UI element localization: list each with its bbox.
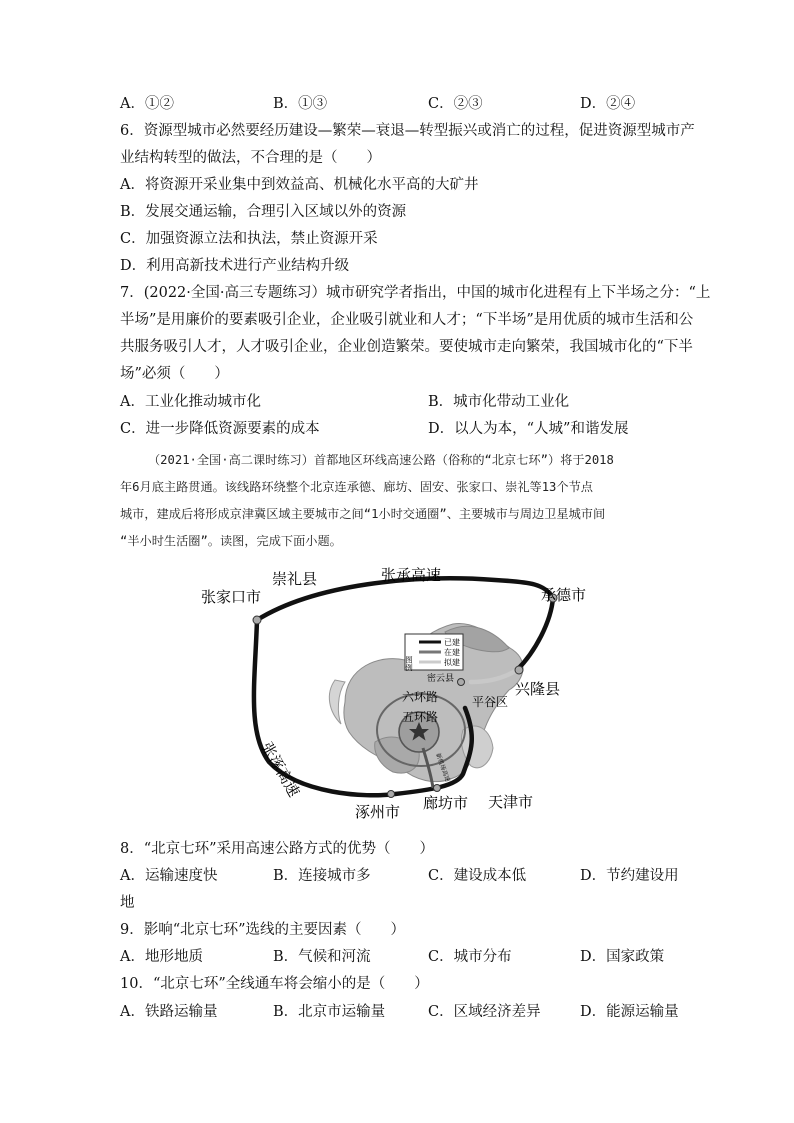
q7-stem-line1: 7．(2022·全国·高三专题练习）城市研究学者指出，中国的城市化进程有上下半场之分：“上	[120, 285, 711, 301]
q7-stem-line3: 共服务吸引人才，人才吸引企业，企业创造繁荣。要使城市走向繁荣，我国城市化的“下半	[120, 339, 693, 355]
legend-building: 在建	[444, 648, 460, 657]
passage-line1: （2021·全国·高二课时练习）首都地区环线高速公路（俗称的“北京七环”）将于2018	[148, 453, 614, 467]
q5-option-d: D．②④	[580, 96, 636, 112]
legend-built: 已建	[444, 638, 460, 647]
q5-option-a: A．①②	[120, 96, 174, 112]
q10-option-d: D．能源运输量	[580, 1004, 679, 1020]
q7-option-c: C．进一步降低资源要素的成本	[120, 421, 320, 437]
passage-line4: “半小时生活圈”。读图，完成下面小题。	[120, 534, 342, 548]
q6-stem-line1: 6．资源型城市必然要经历建设—繁荣—衰退—转型振兴或消亡的过程，促进资源型城市产	[120, 123, 695, 139]
q10-option-a: A．铁路运输量	[120, 1004, 218, 1020]
q6-option-d: D．利用高新技术进行产业结构升级	[120, 258, 350, 274]
label-langfang: 廊坊市	[423, 794, 469, 812]
q6-option-b: B．发展交通运输，合理引入区域以外的资源	[120, 204, 407, 220]
q5-option-b: B．①③	[273, 96, 328, 112]
label-xinglong: 兴隆县	[515, 680, 561, 698]
zhuozhou-point	[388, 791, 395, 798]
q8-option-d-wrap: 地	[120, 895, 135, 911]
legend-planned: 拟建	[444, 658, 460, 667]
label-zhangzhuo-highway: 张涿高速	[257, 739, 304, 800]
q10-option-c: C．区域经济差异	[428, 1004, 541, 1020]
label-fifth-ring: 五环路	[402, 710, 439, 724]
label-airport-highway: 新机场高速	[434, 752, 451, 783]
map-legend	[404, 634, 463, 671]
q7-option-a: A．工业化推动城市化	[120, 394, 261, 410]
zhangjiakou-point	[253, 616, 261, 624]
q9-option-d: D．国家政策	[580, 949, 665, 965]
label-tianjin: 天津市	[488, 793, 534, 811]
q9-option-c: C．城市分布	[428, 949, 512, 965]
q7-option-d: D．以人为本，“人城”和谐发展	[428, 421, 629, 437]
q7-stem-line4: 场”必须（ ）	[120, 366, 229, 382]
beijing-seventh-ring-map	[195, 562, 605, 832]
q10-option-b: B．北京市运输量	[273, 1004, 386, 1020]
passage-line3: 城市，建成后将形成京津冀区域主要城市之间“1小时交通圈”、主要城市与周边卫星城市间	[120, 507, 606, 521]
label-zhangcheng-highway: 张承高速	[381, 566, 442, 584]
label-pinggu: 平谷区	[472, 695, 509, 709]
label-miyun: 密云县	[427, 674, 455, 684]
q6-option-a: A．将资源开采业集中到效益高、机械化水平高的大矿井	[120, 177, 479, 193]
label-sixth-ring: 六环路	[402, 690, 439, 704]
q7-stem-line2: 半场”是用廉价的要素吸引企业，企业吸引就业和人才；“下半场”是用优质的城市生活和公	[120, 312, 694, 328]
q8-option-a: A．运输速度快	[120, 868, 218, 884]
q6-option-c: C．加强资源立法和执法，禁止资源开采	[120, 231, 378, 247]
q10-stem: 10．“北京七环”全线通车将会缩小的是（ ）	[120, 976, 429, 992]
miyun-point	[458, 679, 465, 686]
q9-stem: 9．影响“北京七环”选线的主要因素（ ）	[120, 922, 406, 938]
q8-option-d: D．节约建设用	[580, 868, 679, 884]
xinglong-point	[515, 666, 523, 674]
q6-stem-line2: 业结构转型的做法，不合理的是（ ）	[120, 150, 381, 166]
label-chengde: 承德市	[541, 586, 587, 604]
label-zhangjiakou: 张家口市	[201, 588, 262, 606]
q8-option-c: C．建设成本低	[428, 868, 527, 884]
q8-stem: 8．“北京七环”采用高速公路方式的优势（ ）	[120, 841, 435, 857]
passage-line2: 年6月底主路贯通。该线路环绕整个北京连承德、廊坊、固安、张家口、崇礼等13个节点	[120, 480, 593, 494]
label-zhuozhou: 涿州市	[355, 803, 401, 821]
q7-option-b: B．城市化带动工业化	[428, 394, 570, 410]
langfang-point	[434, 785, 441, 792]
q5-option-c: C．②③	[428, 96, 483, 112]
q8-option-b: B．连接城市多	[273, 868, 371, 884]
legend-title: 图例	[404, 656, 414, 671]
region-shape-west	[329, 680, 345, 724]
q9-option-b: B．气候和河流	[273, 949, 371, 965]
label-chongli: 崇礼县	[272, 570, 318, 588]
q9-option-a: A．地形地质	[120, 949, 203, 965]
